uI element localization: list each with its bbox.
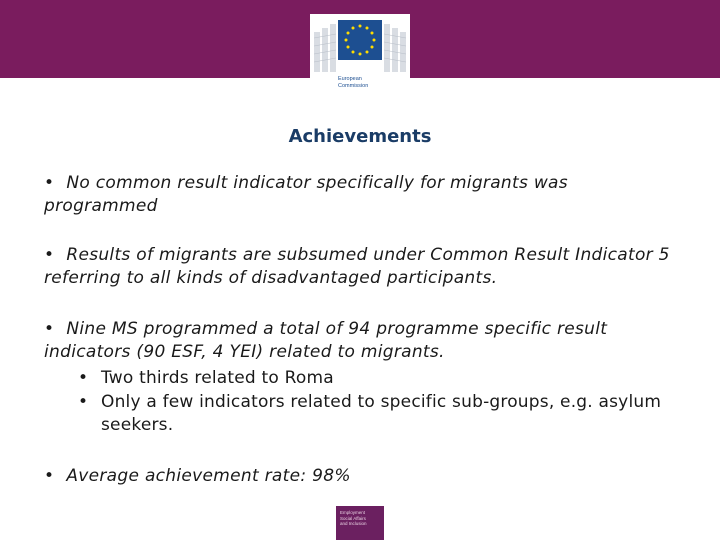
berlaymont-building-icon <box>314 18 406 76</box>
bullet-text: Results of migrants are subsumed under Common Result Indicator 5 referring to all kinds of disadvantaged participants. <box>44 245 670 288</box>
sub-bullet-marker: • <box>78 392 89 412</box>
bullet-text: No common result indicator specifically for migrants was programmed <box>44 173 568 216</box>
bullet-item <box>44 244 684 290</box>
sub-bullet-text: Two thirds related to Roma <box>101 368 334 388</box>
bullet-marker: • <box>44 466 55 486</box>
sub-bullet-item <box>78 367 668 390</box>
sub-bullet-text: Only a few indicators related to specific sub-groups, e.g. asylum seekers. <box>101 392 662 435</box>
logo-wordmark: European Commission <box>338 76 369 89</box>
sub-bullet-item <box>78 391 668 437</box>
sub-bullet-marker: • <box>78 368 89 388</box>
bullet-marker: • <box>44 173 55 193</box>
bullet-item <box>44 318 684 364</box>
footer-logo-text: Employment Social Affairs and Inclusion <box>340 510 367 526</box>
employment-social-affairs-logo <box>336 506 384 540</box>
bullet-text: Nine MS programmed a total of 94 programme specific result indicators (90 ESF, 4 YEI) related to migrants. <box>44 319 608 362</box>
bullet-marker: • <box>44 319 55 339</box>
european-commission-logo <box>310 14 410 102</box>
bullet-item <box>44 465 684 488</box>
bullet-marker: • <box>44 245 55 265</box>
bullet-item <box>44 172 684 218</box>
slide-title: Achievements <box>288 126 432 147</box>
bullet-text: Average achievement rate: 98% <box>66 466 351 486</box>
